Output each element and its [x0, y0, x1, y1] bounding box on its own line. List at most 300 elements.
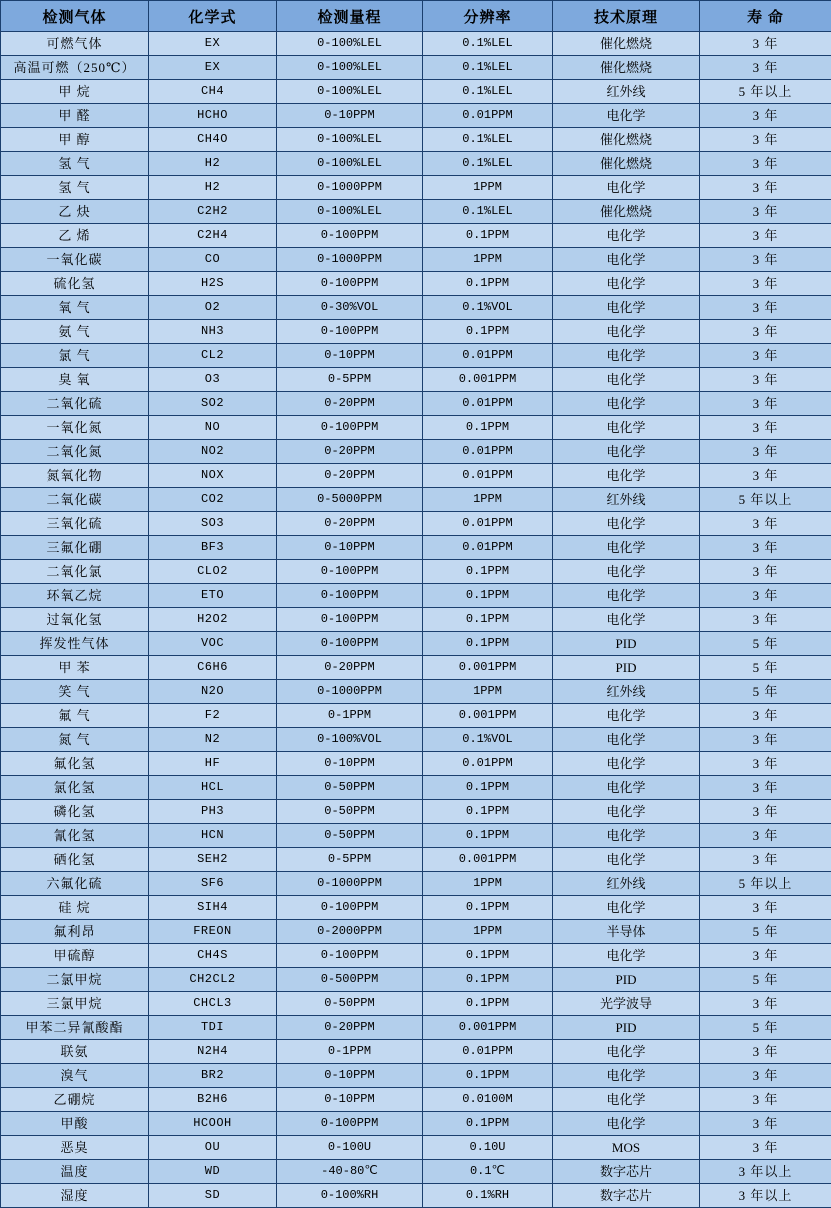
cell-resolution: 1PPM	[423, 488, 553, 512]
cell-chemical-formula: CH4S	[149, 944, 277, 968]
table-row	[1, 584, 831, 608]
cell-resolution: 0.1PPM	[423, 224, 553, 248]
cell-lifespan: 5 年	[700, 920, 831, 944]
cell-gas-name: 二氯甲烷	[1, 968, 149, 992]
cell-technical-principle: 催化燃烧	[553, 200, 700, 224]
cell-gas-name: 氯化氢	[1, 776, 149, 800]
cell-gas-name: 温度	[1, 1160, 149, 1184]
cell-lifespan: 3 年	[700, 704, 831, 728]
cell-resolution: 0.1%LEL	[423, 80, 553, 104]
cell-lifespan: 3 年	[700, 1064, 831, 1088]
cell-gas-name: 三氧化硫	[1, 512, 149, 536]
cell-technical-principle: PID	[553, 656, 700, 680]
cell-detection-range: 0-10PPM	[277, 1088, 423, 1112]
cell-technical-principle: 半导体	[553, 920, 700, 944]
cell-lifespan: 3 年	[700, 248, 831, 272]
cell-detection-range: 0-100PPM	[277, 560, 423, 584]
cell-chemical-formula: OU	[149, 1136, 277, 1160]
cell-chemical-formula: SF6	[149, 872, 277, 896]
cell-gas-name: 氨 气	[1, 320, 149, 344]
cell-technical-principle: 电化学	[553, 944, 700, 968]
cell-chemical-formula: CLO2	[149, 560, 277, 584]
cell-technical-principle: 电化学	[553, 512, 700, 536]
cell-gas-name: 甲 苯	[1, 656, 149, 680]
table-row	[1, 320, 831, 344]
cell-lifespan: 3 年	[700, 512, 831, 536]
cell-chemical-formula: N2	[149, 728, 277, 752]
cell-lifespan: 3 年	[700, 272, 831, 296]
cell-resolution: 0.1%LEL	[423, 152, 553, 176]
cell-lifespan: 3 年	[700, 464, 831, 488]
cell-lifespan: 5 年	[700, 656, 831, 680]
cell-technical-principle: PID	[553, 968, 700, 992]
table-header	[1, 1, 831, 32]
cell-detection-range: 0-100PPM	[277, 608, 423, 632]
cell-detection-range: 0-1PPM	[277, 1040, 423, 1064]
cell-resolution: 0.1PPM	[423, 944, 553, 968]
cell-detection-range: 0-1000PPM	[277, 872, 423, 896]
cell-detection-range: 0-10PPM	[277, 1064, 423, 1088]
cell-resolution: 0.1PPM	[423, 632, 553, 656]
cell-technical-principle: 光学波导	[553, 992, 700, 1016]
cell-gas-name: 甲 醛	[1, 104, 149, 128]
cell-detection-range: 0-20PPM	[277, 512, 423, 536]
cell-technical-principle: 电化学	[553, 704, 700, 728]
cell-chemical-formula: SO3	[149, 512, 277, 536]
cell-chemical-formula: HCHO	[149, 104, 277, 128]
cell-detection-range: 0-30%VOL	[277, 296, 423, 320]
cell-lifespan: 3 年	[700, 416, 831, 440]
cell-chemical-formula: F2	[149, 704, 277, 728]
cell-detection-range: 0-10PPM	[277, 104, 423, 128]
cell-gas-name: 乙 烯	[1, 224, 149, 248]
cell-lifespan: 3 年以上	[700, 1160, 831, 1184]
cell-lifespan: 3 年	[700, 896, 831, 920]
cell-technical-principle: PID	[553, 1016, 700, 1040]
cell-resolution: 0.01PPM	[423, 104, 553, 128]
cell-lifespan: 3 年	[700, 1136, 831, 1160]
cell-technical-principle: 电化学	[553, 248, 700, 272]
table-row	[1, 872, 831, 896]
cell-lifespan: 3 年	[700, 800, 831, 824]
cell-gas-name: 氟化氢	[1, 752, 149, 776]
table-row	[1, 1088, 831, 1112]
cell-technical-principle: 电化学	[553, 800, 700, 824]
cell-detection-range: 0-20PPM	[277, 1016, 423, 1040]
table-row	[1, 200, 831, 224]
cell-chemical-formula: H2S	[149, 272, 277, 296]
cell-gas-name: 乙 炔	[1, 200, 149, 224]
cell-chemical-formula: NO2	[149, 440, 277, 464]
cell-resolution: 1PPM	[423, 680, 553, 704]
cell-technical-principle: 电化学	[553, 1112, 700, 1136]
cell-detection-range: 0-100PPM	[277, 584, 423, 608]
table-row	[1, 1184, 831, 1208]
cell-gas-name: 湿度	[1, 1184, 149, 1208]
cell-lifespan: 3 年	[700, 560, 831, 584]
cell-resolution: 0.10U	[423, 1136, 553, 1160]
cell-chemical-formula: O3	[149, 368, 277, 392]
cell-chemical-formula: BF3	[149, 536, 277, 560]
table-row	[1, 848, 831, 872]
cell-chemical-formula: CH4O	[149, 128, 277, 152]
cell-resolution: 0.1PPM	[423, 776, 553, 800]
cell-resolution: 0.01PPM	[423, 512, 553, 536]
cell-resolution: 0.1%LEL	[423, 56, 553, 80]
cell-lifespan: 3 年	[700, 776, 831, 800]
cell-lifespan: 3 年	[700, 992, 831, 1016]
cell-lifespan: 3 年	[700, 200, 831, 224]
table-row	[1, 464, 831, 488]
table-row	[1, 80, 831, 104]
cell-lifespan: 3 年	[700, 368, 831, 392]
table-row	[1, 488, 831, 512]
cell-chemical-formula: CO2	[149, 488, 277, 512]
cell-lifespan: 3 年	[700, 944, 831, 968]
cell-chemical-formula: PH3	[149, 800, 277, 824]
cell-chemical-formula: SEH2	[149, 848, 277, 872]
cell-technical-principle: 催化燃烧	[553, 128, 700, 152]
cell-technical-principle: MOS	[553, 1136, 700, 1160]
cell-technical-principle: 电化学	[553, 824, 700, 848]
cell-technical-principle: 催化燃烧	[553, 56, 700, 80]
cell-gas-name: 甲 烷	[1, 80, 149, 104]
cell-technical-principle: 电化学	[553, 320, 700, 344]
cell-detection-range: 0-100%LEL	[277, 200, 423, 224]
table-row	[1, 968, 831, 992]
cell-detection-range: 0-100%VOL	[277, 728, 423, 752]
cell-lifespan: 3 年	[700, 608, 831, 632]
table-row	[1, 32, 831, 56]
cell-detection-range: 0-100PPM	[277, 944, 423, 968]
cell-chemical-formula: N2O	[149, 680, 277, 704]
cell-gas-name: 硫化氢	[1, 272, 149, 296]
cell-technical-principle: 电化学	[553, 848, 700, 872]
table-row	[1, 128, 831, 152]
cell-technical-principle: 电化学	[553, 1088, 700, 1112]
cell-resolution: 0.01PPM	[423, 536, 553, 560]
cell-lifespan: 5 年	[700, 1016, 831, 1040]
cell-gas-name: 二氧化硫	[1, 392, 149, 416]
cell-lifespan: 5 年	[700, 968, 831, 992]
cell-detection-range: 0-100PPM	[277, 416, 423, 440]
cell-lifespan: 3 年	[700, 1088, 831, 1112]
cell-detection-range: 0-500PPM	[277, 968, 423, 992]
table-row	[1, 368, 831, 392]
cell-chemical-formula: HF	[149, 752, 277, 776]
cell-chemical-formula: FREON	[149, 920, 277, 944]
cell-lifespan: 3 年	[700, 152, 831, 176]
cell-lifespan: 5 年以上	[700, 488, 831, 512]
cell-chemical-formula: WD	[149, 1160, 277, 1184]
cell-chemical-formula: CH2CL2	[149, 968, 277, 992]
table-row	[1, 1064, 831, 1088]
cell-detection-range: 0-100%LEL	[277, 152, 423, 176]
cell-chemical-formula: SIH4	[149, 896, 277, 920]
cell-gas-name: 高温可燃（250℃）	[1, 56, 149, 80]
table-row	[1, 680, 831, 704]
cell-detection-range: 0-50PPM	[277, 992, 423, 1016]
cell-gas-name: 六氟化硫	[1, 872, 149, 896]
cell-resolution: 0.001PPM	[423, 656, 553, 680]
cell-resolution: 0.1PPM	[423, 320, 553, 344]
cell-resolution: 0.001PPM	[423, 1016, 553, 1040]
cell-chemical-formula: EX	[149, 32, 277, 56]
cell-technical-principle: 催化燃烧	[553, 32, 700, 56]
cell-detection-range: 0-100PPM	[277, 632, 423, 656]
cell-resolution: 0.1PPM	[423, 1112, 553, 1136]
cell-technical-principle: 电化学	[553, 440, 700, 464]
cell-gas-name: 氢 气	[1, 152, 149, 176]
cell-technical-principle: 红外线	[553, 680, 700, 704]
cell-gas-name: 氟利昂	[1, 920, 149, 944]
cell-lifespan: 3 年	[700, 536, 831, 560]
cell-resolution: 0.01PPM	[423, 752, 553, 776]
cell-chemical-formula: C2H4	[149, 224, 277, 248]
cell-chemical-formula: EX	[149, 56, 277, 80]
cell-chemical-formula: HCL	[149, 776, 277, 800]
cell-detection-range: 0-100%LEL	[277, 128, 423, 152]
table-row	[1, 536, 831, 560]
table-row	[1, 632, 831, 656]
header-chemical-formula: 化学式	[149, 1, 277, 32]
cell-resolution: 0.1℃	[423, 1160, 553, 1184]
cell-technical-principle: 数字芯片	[553, 1160, 700, 1184]
cell-detection-range: 0-1000PPM	[277, 248, 423, 272]
cell-chemical-formula: SD	[149, 1184, 277, 1208]
cell-detection-range: 0-100%LEL	[277, 32, 423, 56]
cell-gas-name: 氧 气	[1, 296, 149, 320]
cell-gas-name: 二氧化氮	[1, 440, 149, 464]
cell-chemical-formula: NOX	[149, 464, 277, 488]
cell-technical-principle: 电化学	[553, 464, 700, 488]
cell-resolution: 0.01PPM	[423, 392, 553, 416]
cell-technical-principle: 电化学	[553, 752, 700, 776]
cell-resolution: 0.1PPM	[423, 824, 553, 848]
cell-detection-range: 0-10PPM	[277, 752, 423, 776]
cell-resolution: 1PPM	[423, 248, 553, 272]
cell-chemical-formula: C6H6	[149, 656, 277, 680]
header-detection-range: 检测量程	[277, 1, 423, 32]
cell-detection-range: 0-100%LEL	[277, 80, 423, 104]
cell-resolution: 0.1PPM	[423, 896, 553, 920]
cell-detection-range: 0-100PPM	[277, 224, 423, 248]
cell-resolution: 0.1%RH	[423, 1184, 553, 1208]
cell-detection-range: 0-50PPM	[277, 776, 423, 800]
cell-gas-name: 氮 气	[1, 728, 149, 752]
table-row	[1, 392, 831, 416]
table-row	[1, 920, 831, 944]
cell-technical-principle: 电化学	[553, 368, 700, 392]
table-row	[1, 1112, 831, 1136]
cell-lifespan: 3 年	[700, 104, 831, 128]
cell-resolution: 0.1PPM	[423, 608, 553, 632]
cell-lifespan: 3 年	[700, 56, 831, 80]
cell-chemical-formula: N2H4	[149, 1040, 277, 1064]
table-row	[1, 272, 831, 296]
cell-gas-name: 三氯甲烷	[1, 992, 149, 1016]
cell-detection-range: 0-50PPM	[277, 824, 423, 848]
cell-resolution: 0.1PPM	[423, 800, 553, 824]
table-row	[1, 824, 831, 848]
cell-gas-name: 可燃气体	[1, 32, 149, 56]
table-row	[1, 704, 831, 728]
cell-resolution: 0.1%LEL	[423, 32, 553, 56]
cell-chemical-formula: CO	[149, 248, 277, 272]
table-row	[1, 296, 831, 320]
cell-chemical-formula: C2H2	[149, 200, 277, 224]
cell-chemical-formula: O2	[149, 296, 277, 320]
cell-technical-principle: 催化燃烧	[553, 152, 700, 176]
cell-detection-range: 0-1000PPM	[277, 680, 423, 704]
cell-chemical-formula: NH3	[149, 320, 277, 344]
cell-lifespan: 3 年	[700, 32, 831, 56]
cell-gas-name: 过氧化氢	[1, 608, 149, 632]
table-row	[1, 1040, 831, 1064]
table-body	[1, 32, 831, 1208]
cell-resolution: 0.1%LEL	[423, 200, 553, 224]
cell-chemical-formula: TDI	[149, 1016, 277, 1040]
cell-gas-name: 甲硫醇	[1, 944, 149, 968]
table-row	[1, 1160, 831, 1184]
cell-technical-principle: 电化学	[553, 272, 700, 296]
cell-chemical-formula: H2	[149, 176, 277, 200]
table-row	[1, 800, 831, 824]
cell-gas-name: 溴气	[1, 1064, 149, 1088]
cell-detection-range: 0-1000PPM	[277, 176, 423, 200]
cell-lifespan: 3 年	[700, 440, 831, 464]
table-row	[1, 56, 831, 80]
cell-technical-principle: 电化学	[553, 536, 700, 560]
cell-resolution: 0.1PPM	[423, 584, 553, 608]
cell-technical-principle: 电化学	[553, 104, 700, 128]
cell-technical-principle: 电化学	[553, 224, 700, 248]
cell-detection-range: 0-20PPM	[277, 440, 423, 464]
cell-technical-principle: 电化学	[553, 896, 700, 920]
cell-resolution: 0.1PPM	[423, 416, 553, 440]
cell-resolution: 0.1PPM	[423, 968, 553, 992]
table-row	[1, 608, 831, 632]
cell-resolution: 0.1PPM	[423, 560, 553, 584]
cell-resolution: 0.01PPM	[423, 1040, 553, 1064]
table-row	[1, 176, 831, 200]
table-row	[1, 224, 831, 248]
cell-chemical-formula: BR2	[149, 1064, 277, 1088]
table-row	[1, 944, 831, 968]
cell-technical-principle: PID	[553, 632, 700, 656]
table-row	[1, 992, 831, 1016]
cell-lifespan: 5 年	[700, 680, 831, 704]
cell-lifespan: 3 年	[700, 320, 831, 344]
cell-detection-range: -40-80℃	[277, 1160, 423, 1184]
header-gas-name: 检测气体	[1, 1, 149, 32]
cell-chemical-formula: CL2	[149, 344, 277, 368]
cell-gas-name: 恶臭	[1, 1136, 149, 1160]
cell-lifespan: 5 年	[700, 632, 831, 656]
table-row	[1, 1016, 831, 1040]
cell-technical-principle: 数字芯片	[553, 1184, 700, 1208]
cell-technical-principle: 电化学	[553, 416, 700, 440]
cell-resolution: 0.01PPM	[423, 344, 553, 368]
cell-lifespan: 3 年	[700, 1112, 831, 1136]
cell-gas-name: 臭 氧	[1, 368, 149, 392]
cell-technical-principle: 电化学	[553, 1064, 700, 1088]
cell-chemical-formula: NO	[149, 416, 277, 440]
cell-technical-principle: 电化学	[553, 176, 700, 200]
cell-lifespan: 3 年	[700, 848, 831, 872]
cell-technical-principle: 电化学	[553, 584, 700, 608]
cell-chemical-formula: H2	[149, 152, 277, 176]
cell-resolution: 0.0100M	[423, 1088, 553, 1112]
table-row	[1, 560, 831, 584]
cell-chemical-formula: B2H6	[149, 1088, 277, 1112]
cell-lifespan: 3 年	[700, 224, 831, 248]
cell-detection-range: 0-10PPM	[277, 536, 423, 560]
cell-detection-range: 0-5PPM	[277, 368, 423, 392]
cell-gas-name: 氮氧化物	[1, 464, 149, 488]
cell-resolution: 0.001PPM	[423, 368, 553, 392]
cell-resolution: 0.1%VOL	[423, 296, 553, 320]
cell-gas-name: 笑 气	[1, 680, 149, 704]
cell-resolution: 1PPM	[423, 872, 553, 896]
cell-technical-principle: 电化学	[553, 296, 700, 320]
cell-resolution: 0.1PPM	[423, 272, 553, 296]
cell-lifespan: 5 年以上	[700, 80, 831, 104]
cell-gas-name: 硒化氢	[1, 848, 149, 872]
cell-lifespan: 3 年	[700, 824, 831, 848]
cell-chemical-formula: VOC	[149, 632, 277, 656]
cell-lifespan: 3 年	[700, 392, 831, 416]
cell-detection-range: 0-100PPM	[277, 896, 423, 920]
header-resolution: 分辨率	[423, 1, 553, 32]
cell-detection-range: 0-20PPM	[277, 464, 423, 488]
cell-chemical-formula: SO2	[149, 392, 277, 416]
cell-technical-principle: 电化学	[553, 560, 700, 584]
cell-gas-name: 磷化氢	[1, 800, 149, 824]
cell-chemical-formula: CHCL3	[149, 992, 277, 1016]
cell-chemical-formula: HCOOH	[149, 1112, 277, 1136]
cell-chemical-formula: CH4	[149, 80, 277, 104]
cell-detection-range: 0-100%RH	[277, 1184, 423, 1208]
cell-lifespan: 3 年	[700, 1040, 831, 1064]
table-row	[1, 152, 831, 176]
cell-resolution: 0.001PPM	[423, 848, 553, 872]
cell-detection-range: 0-20PPM	[277, 656, 423, 680]
cell-detection-range: 0-50PPM	[277, 800, 423, 824]
table-row	[1, 440, 831, 464]
table-row	[1, 1136, 831, 1160]
cell-gas-name: 甲酸	[1, 1112, 149, 1136]
table-row	[1, 776, 831, 800]
cell-resolution: 0.1PPM	[423, 1064, 553, 1088]
cell-gas-name: 氢 气	[1, 176, 149, 200]
cell-resolution: 0.1%VOL	[423, 728, 553, 752]
cell-chemical-formula: HCN	[149, 824, 277, 848]
cell-technical-principle: 电化学	[553, 344, 700, 368]
cell-gas-name: 甲 醇	[1, 128, 149, 152]
cell-lifespan: 3 年	[700, 584, 831, 608]
cell-lifespan: 3 年	[700, 296, 831, 320]
cell-technical-principle: 电化学	[553, 1040, 700, 1064]
cell-gas-name: 联氨	[1, 1040, 149, 1064]
cell-lifespan: 3 年	[700, 752, 831, 776]
cell-technical-principle: 电化学	[553, 728, 700, 752]
header-row	[1, 1, 831, 32]
cell-detection-range: 0-100%LEL	[277, 56, 423, 80]
cell-gas-name: 环氧乙烷	[1, 584, 149, 608]
cell-lifespan: 3 年以上	[700, 1184, 831, 1208]
cell-detection-range: 0-5000PPM	[277, 488, 423, 512]
